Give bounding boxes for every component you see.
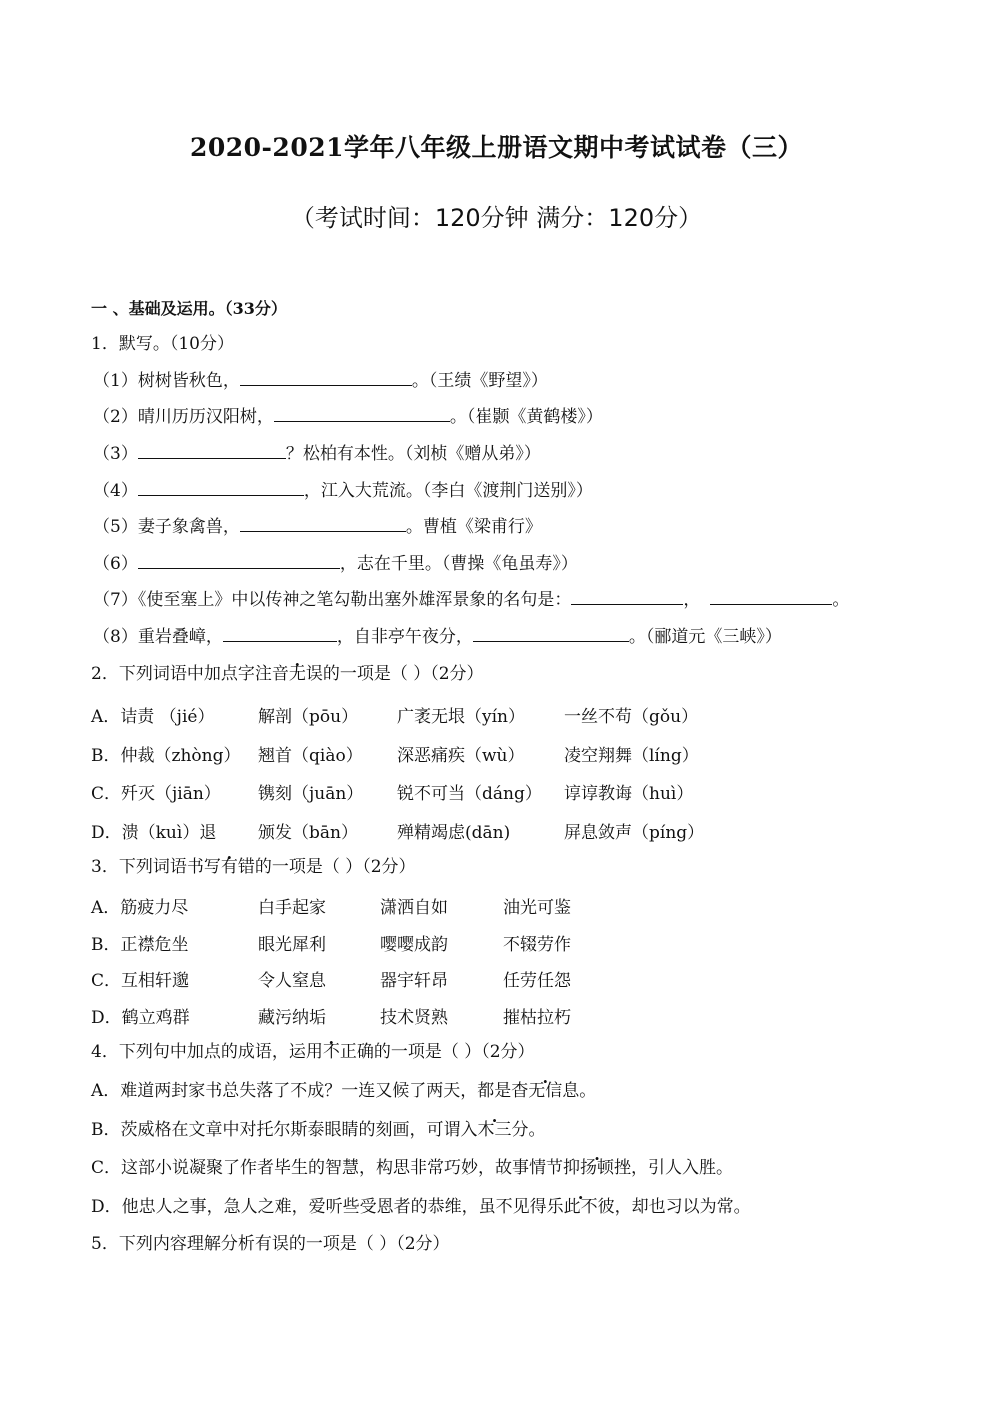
question-4-stem: 4．下列句中加点的成语，运用不正确的一项是（ ）（2分） bbox=[91, 1042, 535, 1062]
q2-option-a-1: A．诘责 （jié） bbox=[91, 707, 215, 727]
q2-option-a-2: 解剖（pōu） bbox=[258, 707, 359, 727]
q2-option-d-4: 屏息敛声（píng） bbox=[564, 823, 705, 843]
q3-option-d-1: D．鹤立鸡群 bbox=[91, 1008, 190, 1028]
q3-option-a-4: 油光可鉴 bbox=[503, 898, 571, 918]
question-5-stem: 5．下列内容理解分析有误的一项是（ ）（2分） bbox=[91, 1234, 450, 1254]
q3-option-a-3: 潇洒自如 bbox=[380, 898, 448, 918]
answer-blank[interactable] bbox=[138, 442, 286, 459]
q3-option-b-1: B．正襟危坐 bbox=[91, 935, 189, 955]
q3-option-c-4: 任劳任怨 bbox=[503, 971, 571, 991]
q3-option-b-3: 嘤嘤成韵 bbox=[380, 935, 448, 955]
q2-option-a-3: 广袤无垠（yín） bbox=[397, 707, 525, 727]
answer-blank[interactable] bbox=[138, 479, 304, 496]
q1-item-1: （1）树树皆秋色， 。（王绩《野望》） bbox=[93, 371, 548, 391]
q1-item-5: （5）妻子象禽兽， 。曹植《梁甫行》 bbox=[93, 517, 542, 537]
q3-option-b-4: 不辍劳作 bbox=[503, 935, 571, 955]
q4-option-b: B．茨威格在文章中对托尔斯泰眼睛的刻画，可谓入木三分。 bbox=[91, 1120, 546, 1140]
q2-option-d-1: D．溃（kuì）退 bbox=[91, 823, 217, 843]
exam-subtitle: （考试时间：120分钟 满分：120分） bbox=[290, 204, 703, 232]
answer-blank[interactable] bbox=[274, 405, 450, 422]
q4-option-d: D．他忠人之事，急人之难，爱听些受恩者的恭维，虽不见得乐此不彼，却也习以为常。 bbox=[91, 1197, 751, 1217]
q2-option-b-4: 凌空翔舞（líng） bbox=[564, 746, 699, 766]
q3-option-c-1: C．互相轩邈 bbox=[91, 971, 190, 991]
q3-option-b-2: 眼光犀利 bbox=[258, 935, 326, 955]
q1-item-7: （7）《使至塞上》中以传神之笔勾勒出塞外雄浑景象的名句是： ， 。 bbox=[93, 590, 850, 610]
answer-blank[interactable] bbox=[571, 588, 683, 605]
q1-item-6: （6） ，志在千里。（曹操《龟虽寿》） bbox=[93, 554, 578, 574]
answer-blank[interactable] bbox=[473, 625, 629, 642]
q2-option-c-2: 镌刻（juān） bbox=[258, 784, 364, 804]
answer-blank[interactable] bbox=[138, 552, 340, 569]
q3-option-d-3: 技术贤熟 bbox=[380, 1008, 448, 1028]
question-1-stem: 1．默写。（10分） bbox=[91, 334, 234, 354]
q1-item-4: （4） ，江入大荒流。（李白《渡荆门送别》） bbox=[93, 481, 593, 501]
q4-option-a: A．难道两封家书总失落了不成？一连又候了两天，都是杳无信息。 bbox=[91, 1081, 597, 1101]
exam-title: 2020-2021学年八年级上册语文期中考试试卷（三） bbox=[189, 133, 804, 162]
question-2-stem: 2．下列词语中加点字注音无误的一项是（ ）（2分） bbox=[91, 664, 484, 684]
answer-blank[interactable] bbox=[710, 588, 832, 605]
q2-option-c-3: 锐不可当（dáng） bbox=[397, 784, 542, 804]
q2-option-a-4: 一丝不苟（gǒu） bbox=[564, 707, 699, 727]
answer-blank[interactable] bbox=[223, 625, 337, 642]
q1-item-2: （2）晴川历历汉阳树， 。（崔颢《黄鹤楼》） bbox=[93, 407, 603, 427]
q3-option-a-1: A．筋疲力尽 bbox=[91, 898, 189, 918]
q3-option-c-2: 令人窒息 bbox=[258, 971, 326, 991]
q2-option-d-3: 殚精竭虑(dān) bbox=[397, 823, 511, 843]
q3-option-d-2: 藏污纳垢 bbox=[258, 1008, 326, 1028]
question-3-stem: 3．下列词语书写有错的一项是（ ）（2分） bbox=[91, 857, 416, 877]
q1-item-8: （8）重岩叠嶂， ，自非亭午夜分， 。（郦道元《三峡》） bbox=[93, 627, 782, 647]
answer-blank[interactable] bbox=[240, 369, 412, 386]
q2-option-b-3: 深恶痛疾（wù） bbox=[397, 746, 525, 766]
q3-option-c-3: 器宇轩昂 bbox=[380, 971, 448, 991]
q3-option-a-2: 白手起家 bbox=[258, 898, 326, 918]
q2-option-b-2: 翘首（qiào） bbox=[258, 746, 363, 766]
q1-item-3: （3） ？松柏有本性。（刘桢《赠从弟》） bbox=[93, 444, 541, 464]
q2-option-d-2: 颁发（bān） bbox=[258, 823, 358, 843]
q3-option-d-4: 摧枯拉朽 bbox=[503, 1008, 571, 1028]
q2-option-c-1: C．歼灭（jiān） bbox=[91, 784, 221, 804]
section-heading: 一 、基础及运用。（33分） bbox=[91, 299, 287, 318]
q2-option-b-1: B．仲裁（zhòng） bbox=[91, 746, 241, 766]
q2-option-c-4: 谆谆教诲（huì） bbox=[564, 784, 694, 804]
answer-blank[interactable] bbox=[240, 515, 406, 532]
q4-option-c: C．这部小说凝聚了作者毕生的智慧，构思非常巧妙，故事情节抑扬顿挫，引人入胜。 bbox=[91, 1158, 734, 1178]
